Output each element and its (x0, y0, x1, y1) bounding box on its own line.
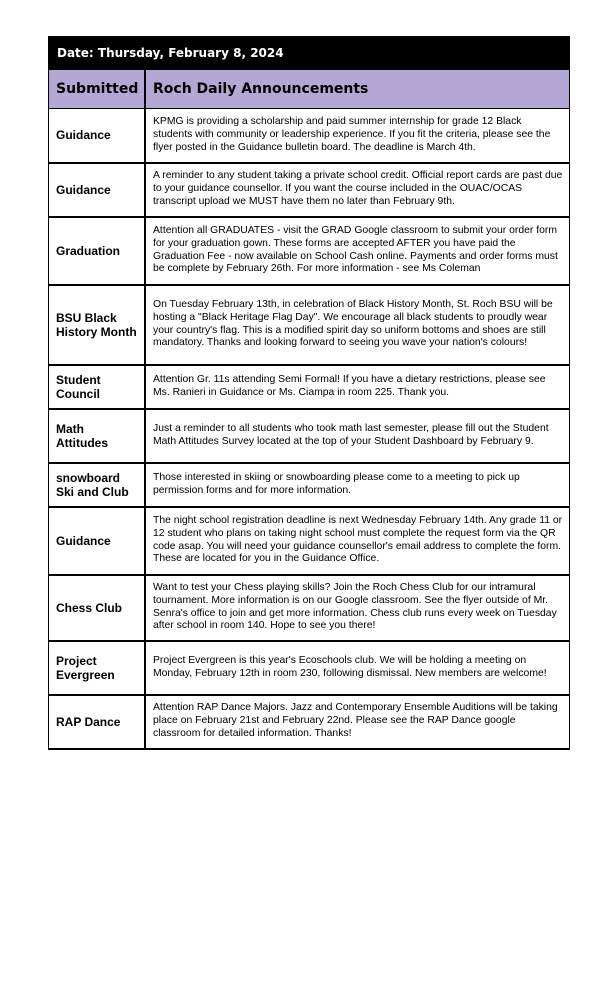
date-row (49, 37, 570, 70)
announcement-text: On Tuesday February 13th, in celebration of Black History Month, St. Roch BSU will be hosting a "Black Heritage Flag Day". We encourage all black students to proudly wear your country's flag. This is a modified spirit day so uniform bottoms and shoes are still mandatory. Thanks and looking forward to seeing you wave your nation's colours! (145, 285, 570, 365)
announcement-text: Project Evergreen is this year's Ecoschools club. We will be holding a meeting on Monday, February 12th in room 230, following dismissal. New members are welcome! (145, 641, 570, 695)
submitted-by: Project Evergreen (49, 641, 146, 695)
submitted-by: Guidance (49, 507, 146, 575)
announcement-row (49, 575, 570, 641)
announcement-text: Attention all GRADUATES - visit the GRAD Google classroom to submit your order form for your graduation gown. These forms are accepted AFTER you have paid the Graduation Fee - now available on School Cash online. Payments and order forms must be complete by February 26th. For more information - see Ms Coleman (145, 217, 570, 285)
announcement-row (49, 641, 570, 695)
announcement-text: A reminder to any student taking a private school credit. Official report cards are past due to your guidance counsellor. If you want the course included in the OUAC/OCAS transcript upload we MUST have them no later than February 9th. (145, 163, 570, 217)
announcement-row (49, 507, 570, 575)
date-label: Date: Thursday, February 8, 2024 (49, 37, 570, 70)
submitted-by: Graduation (49, 217, 146, 285)
announcement-row (49, 365, 570, 409)
announcement-text: Those interested in skiing or snowboarding please come to a meeting to pick up permission forms and for more information. (145, 463, 570, 507)
submitted-by: BSU Black History Month (49, 285, 146, 365)
announcement-row (49, 109, 570, 163)
announcements-title: Roch Daily Announcements (145, 70, 570, 109)
submitted-header: Submitted (49, 70, 146, 109)
header-row (49, 70, 570, 109)
announcement-row (49, 285, 570, 365)
submitted-by: RAP Dance (49, 695, 146, 749)
announcement-text: Attention RAP Dance Majors. Jazz and Contemporary Ensemble Auditions will be taking place on February 21st and February 22nd. Please see the RAP Dance google classroom for detailed information. Thanks! (145, 695, 570, 749)
announcement-row (49, 409, 570, 463)
submitted-by: Guidance (49, 109, 146, 163)
announcement-rows (49, 109, 570, 749)
announcement-text: Want to test your Chess playing skills? Join the Roch Chess Club for our intramural tournament. More information is on our Google classroom. See the flyer outside of Mr. Senra's office to join and get more information. Chess club runs every week on Tuesday after school in room 140. Hope to see you there! (145, 575, 570, 641)
submitted-by: Math Attitudes (49, 409, 146, 463)
announcement-text: The night school registration deadline is next Wednesday February 14th. Any grade 11 or 12 student who plans on taking night school must complete the request form via the QR code asap. You will need your guidance counsellor's email address to complete the form. These are located for you in the Guidance Office. (145, 507, 570, 575)
announcement-row (49, 695, 570, 749)
announcement-row (49, 163, 570, 217)
announcement-row (49, 463, 570, 507)
submitted-by: snowboard Ski and Club (49, 463, 146, 507)
announcements-table (48, 36, 570, 750)
announcement-text: Attention Gr. 11s attending Semi Formal! If you have a dietary restrictions, please see Ms. Ranieri in Guidance or Ms. Ciampa in room 225. Thank you. (145, 365, 570, 409)
submitted-by: Chess Club (49, 575, 146, 641)
submitted-by: Guidance (49, 163, 146, 217)
announcement-text: Just a reminder to all students who took math last semester, please fill out the Student Math Attitudes Survey located at the top of your Student Dashboard by February 9. (145, 409, 570, 463)
announcement-row (49, 217, 570, 285)
submitted-by: Student Council (49, 365, 146, 409)
announcement-text: KPMG is providing a scholarship and paid summer internship for grade 12 Black students with community or leadership experience. If you fit the criteria, please see the flyer posted in the Guidance bulletin board. The deadline is March 4th. (145, 109, 570, 163)
